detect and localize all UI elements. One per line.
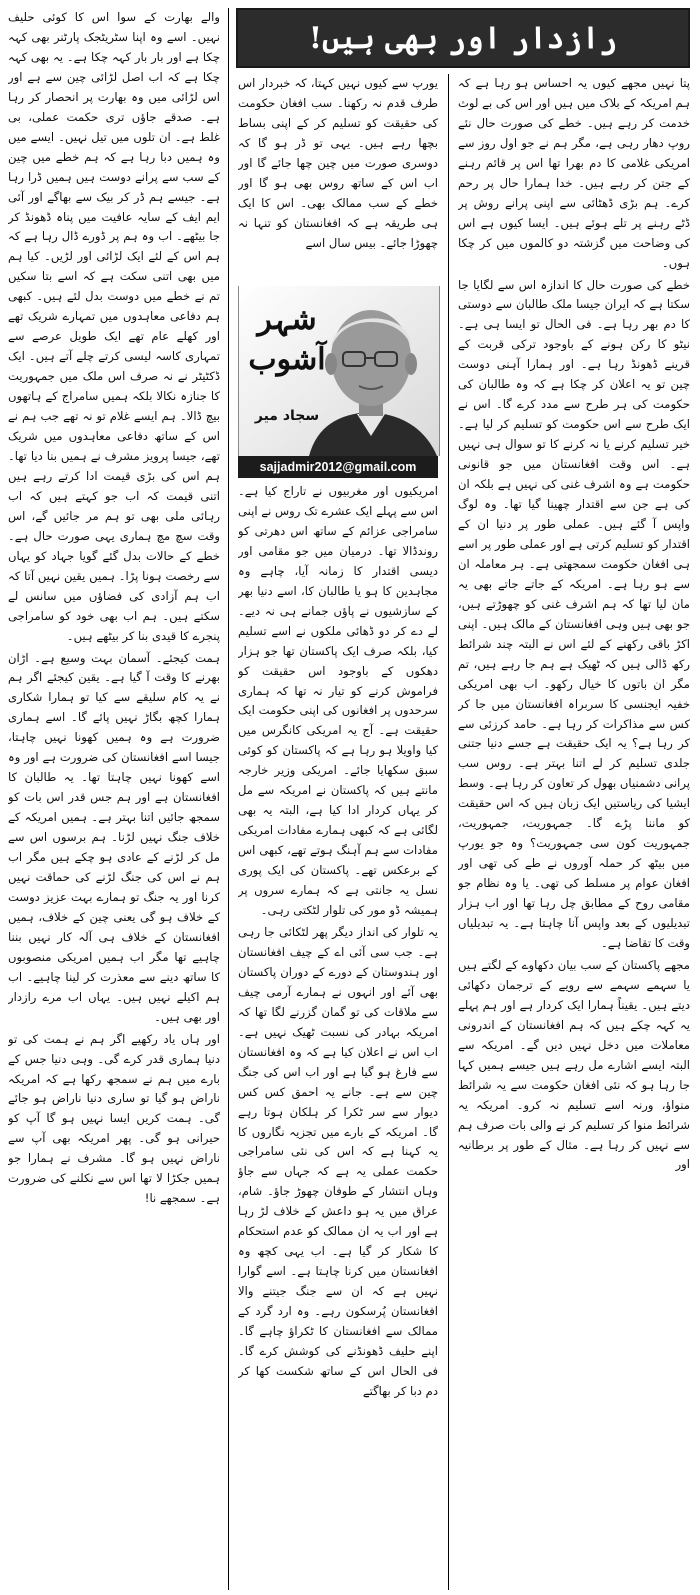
paragraph: ہمت کیجئے۔ آسمان بہت وسیع ہے۔ اڑان بھرنے کا وقت آ گیا ہے۔ یقین کیجئے اگر ہم نے یہ کام سلیقے سے کیا تو ہمارا شکاری ہمارا کچھ بگاڑ نہیں پائے گا۔ اسے ہماری ضرورت ہے وہ ہمیں کھونا نہیں چاہتا، جیسا اسے افغانستان کی ضرورت ہے اور وہ اسے کھونا نہیں چاہتا تھا۔ یہ طالبان کا افغانستان ہے اور ہم جس قدر اس بات کو سمجھ جائیں اتنا بہتر ہے۔ ہمیں امریکہ کے خلاف جنگ نہیں لڑنا۔ ہم برسوں اس سے مل کر لڑنے کے عادی ہو چکے ہیں مگر اب ہم نے اس کی جنگ لڑنے کی حماقت نہیں کرنا اور یہ جنگ تو ہمارے بہت عزیز دوست کے خلاف ہو گی یعنی چین کے خلاف، ہمیں افغانستان کے خلاف ہی آلہ کار نہیں بننا چاہیے تھا مگر اب ہمیں امریکی منصوبوں کا ساتھ دینے سے معذرت کر لینا چاہیے۔ اب ہم اکیلے نہیں ہیں۔ یہاں اب مرے رازدار اور بھی ہیں۔ xyxy=(8,650,220,1024)
column-name-logo: شہر آشوب xyxy=(248,302,326,377)
paragraph: یورپ سے کیوں نہیں کہتا، کہ خبردار اس طرف قدم نہ رکھنا۔ سب افغان حکومت کی حقیقت کو تسلیم کر کے اپنی بساط بچھا رہے ہیں۔ یہی تو ڈر ہو گا کہ دوسری صورت میں چین چھا جائے گا اور اب اس کے ساتھ روس بھی ہو گا اور خطے کے سب ممالک بھی۔ اس کا ایک ہی طریقہ ہے کہ افغانستان کو تنہا نہ چھوڑا جائے۔ بیس سال اسے xyxy=(238,76,438,250)
column-middle-bottom xyxy=(238,482,438,1590)
author-name: سجاد میر xyxy=(254,408,320,424)
column-divider xyxy=(228,8,229,1590)
author-email: sajjadmir2012@gmail.com xyxy=(238,456,438,478)
paragraph: خطے کی صورت حال کا اندازہ اس سے لگایا جا سکتا ہے کہ ایران جیسا ملک طالبان سے دوستی کا دم بھر رہا ہے۔ فی الحال تو ایسا ہی ہے۔ نیٹو کا رکن ہونے کے باوجود ترکی قربت کے قرینے ڈھونڈ رہا ہے۔ اور ہمارا آہنی دوست چین تو یہ اعلان کر چکا ہے کہ وہ طالبان کی حکومت کی ہر طرح سے مدد کرے گا۔ اس نے ایک طرح سے اس حکومت کو تسلیم کر لیا ہے۔ خیر تسلیم کرنے یا نہ کرنے کا تو سوال ہی نہیں ہے۔ اس وقت افغانستان میں جو قانونی حکومت ہے وہ اشرف غنی کی نہیں ہے بلکہ ان کی ہے جن سے اقتدار چھینا گیا تھا۔ وہ لوگ واپس آ گئے ہیں۔ عملی طور پر دنیا ان کے اقتدار کو تسلیم کرتی ہے اور عملی طور پر اسے ہی افغان حکومت سمجھتی ہے۔ ہر معاملہ ان سے ہو رہا ہے۔ امریکہ کے جاتے جاتے بھی یہ مان لیا تھا کہ ہم اشرف غنی کو چھوڑتے ہیں، جو بھی ہیں وہی افغانستان کے مالک ہیں۔ اپنی اکڑ باقی رکھنے کے لئے اس نے البتہ چند شرائط رکھ ڈالی ہیں کہ ٹھیک ہے ہم جا رہے ہیں، تم مگر ان باتوں کا خیال رکھو۔ اب بھی امریکی خفیہ ایجنسی کا سربراہ افغانستان میں جا کر کس سے مذاکرات کر رہا ہے۔ حامد کرزئی سے کر رہا ہے؟ یہ ایک حقیقت ہے جسے دنیا جتنی جلدی تسلیم کر لے اتنا بہتر ہے۔ روس سب پرانی دشمنیاں بھول کر تعاون کر رہا ہے۔ وسط ایشیا کی ریاستیں ایک زبان ہیں کہ اس حقیقت کو ماننا پڑے گا۔ جمہوریت، جمہوریت، جمہوریت کون سی جمہوریت؟ وہ جو یورپ میں بیٹھ کر حملہ آوروں نے طے کی تھی اور افغان عوام پر مسلط کی تھی۔ یا وہ نظام جو مقامی روح کے مطابق چل رہا تھا اور اب ہزار تبدیلیوں کے بعد واپس آنا چاہتا ہے۔ یہ تبدیلیاں وقت کا تقاضا ہے۔ xyxy=(458,277,690,950)
paragraph: یہ تلوار کی انداز دیگر پھر لٹکائی جا رہی ہے۔ جب سی آئی اے کے چیف افغانستان اور ہندوستان کے دورے کے دوران پاکستان بھی آئے اور انہوں نے ہمارے آرمی چیف سے ملاقات کی تو گمان گزرنے لگا تھا کہ امریکہ بہادر کی نسبت ٹھیک نہیں ہے۔ اب اس نے اعلان کیا ہے کہ وہ افغانستان سے فارغ ہو گیا ہے اور اب اس کی جنگ چین سے ہے۔ جانے یہ احمق کس کس دیوار سے سر ٹکرا کر ہلکان ہوتا رہے گا۔ امریکہ کے بارے میں تجزیہ نگاروں کا یہ کہنا ہے کہ اس کی نئی سامراجی حکمت عملی یہ ہے کہ جہاں سے جاؤ وہاں انتشار کے طوفان چھوڑ جاؤ۔ شام، عراق میں یہ ہو داعش کے خلاف لڑ رہا ہے اور اب یہ ان ممالک کو عدم استحکام کا شکار کر گیا ہے۔ اب یہی کچھ وہ افغانستان میں کرنا چاہتا ہے۔ اسے گوارا نہیں ہے کہ ان سے جنگ جیتنے والا افغانستان پُرسکون رہے۔ وہ ارد گرد کے ممالک سے افغانستان کا ٹکراؤ چاہے گا۔ اپنے حلیف ڈھونڈنے کی کوشش کرے گا۔ فی الحال اس کے ساتھ شکست کھا کر دم دبا کر بھاگتے xyxy=(238,924,438,1398)
column-divider xyxy=(448,74,449,1590)
article-title: رازدار اور بھی ہیں! xyxy=(236,8,690,68)
column-middle-top xyxy=(238,74,438,280)
paragraph: پتا نہیں مجھے کیوں یہ احساس ہو رہا ہے کہ ہم امریکہ کے بلاک میں ہیں اور اس کی بے لوث خدمت کر رہے ہیں۔ خطے کی صورت حال نئے روپ دھار رہی ہے، مگر ہم نے جو اول روز سے امریکی غلامی کا دم بھرا تھا اس پر قائم رہنے کے جتن کر رہے ہیں۔ خدا ہمارا حال پر رحم کرے۔ ہم بڑی ڈھٹائی سے اپنی پرانے روش پر ڈٹے رہنے پر تلے ہوئے ہیں۔ ایسا کیوں ہے اس کی وضاحت میں گزشتہ دو کالموں میں کر چکا ہوں۔ xyxy=(458,76,690,270)
column-left xyxy=(8,8,220,1590)
author-byline-box xyxy=(238,286,440,456)
paragraph: والے بھارت کے سوا اس کا کوئی حلیف نہیں۔ اسے وہ اپنا سٹریٹجک پارٹنر بھی کہہ چکا ہے اور بار بار کہہ چکا ہے۔ یہ بھی کہہ چکا ہے کہ اب اصل لڑائی چین سے ہے اور اس لڑائی میں وہ بھارت پر انحصار کر رہا ہے۔ صدقے جاؤں تری حکمت عملی، بی غلط ہے۔ ان تلوں میں تیل نہیں۔ ایسے میں وہ ہمیں دبا رہا ہے کہ ہم خطے میں چین کے سب سے پرانے دوست ہیں ہمیں ڈرا رہا ہے۔ جیسے ہم ڈر کر بیک سے بھاگے اور آئی ایم ایف کے سایہ عافیت میں پناہ ڈھونڈ کر جا بیٹھے۔ اب وہ ہم پر ڈورے ڈال رہا ہے کہ ہم اس کے لئے ایک لڑائی اور لڑیں۔ کیا ہم میں بھی اتنی سکت ہے کہ اسے بتا سکیں تم نے خطے میں دوست بدل لئے ہیں۔ کبھی ہم دفاعی معاہدوں میں تمہارے شریک تھے اور کھلے عام تھے ایک طویل عرصے سے تمہاری کاسہ لیسی کرتے چلے آتے ہیں۔ ایک ڈکٹیٹر نے نہ صرف اس ملک میں جمہوریت کا جنازہ نکالا بلکہ ہمیں سامراج کے ہاتھوں بیچ ڈالا۔ ہم ایسے غلام تو نہ تھے جب ہم نے اس کے ساتھ دفاعی معاہدوں میں شریک تھے، جیسا پرویز مشرف نے ہمیں بنا دیا تھا۔ ہم اس کی بڑی قیمت ادا کرتے رہے ہیں اتنی قیمت کہ اب جو کہتے ہیں کہ اب رہائی ملی بھی تو ہم مر جائیں گے، اس وقت سچ مچ ہماری یہی صورت حال ہے۔ خطے کے حالات بدل گئے گویا جہاد کو یہاں سے رخصت ہونا پڑا۔ ہمیں یقین نہیں آتا کہ اب ہم آزادی کی فضاؤں میں سانس لے سکتے ہیں۔ ہم اب بھی خود کو سامراجی پنجرے کا قیدی بنا کر بیٹھے ہیں۔ xyxy=(8,10,220,643)
column-right xyxy=(458,74,690,1590)
paragraph: امریکیوں اور مغربیوں نے تاراج کیا ہے۔ اس سے پہلے ایک عشرے تک روس نے اپنی سامراجی عزائم کے ساتھ اس دھرتی کو روندڈالا تھا۔ درمیان میں جو مقامی اور دیسی اقتدار کا زمانہ آیا، چاہے وہ مجاہدین کا ہو یا طالبان کا، اسے دنیا بھر کے سازشیوں نے پاؤں جمانے ہی نہ دیے۔ لے دے کر دو ڈھائی ملکوں نے اسے تسلیم کیا، بلکہ صرف ایک پاکستان تھا جو ہزار دھکوں کے باوجود اس حقیقت کو فراموش کرنے کو تیار نہ تھا کہ ہماری سرحدوں پر افغانوں کی اپنی حکومت ایک حقیقت ہے۔ آج یہ امریکی کانگرس میں کیا واویلا ہو رہا ہے کہ پاکستان کو کوئی سبق سکھایا جائے۔ امریکی وزیر خارجہ مانتے ہیں کہ پاکستان نے امریکہ سے مل کر یہاں کردار ادا کیا ہے، البتہ یہ بھی لگائی ہے کہ کبھی ہمارے مفادات امریکی مفادات سے ہم آہنگ ہوتے تھے، کبھی اس کے برعکس تھے۔ پاکستان کی ایک پوری نسل یہ جانتی ہے کہ ہمارے سروں پر ہمیشہ ڈو مور کی تلوار لٹکتی رہی۔ xyxy=(238,484,438,918)
paragraph: اور ہاں یاد رکھیے اگر ہم نے ہمت کی تو دنیا ہماری قدر کرے گی۔ وہی دنیا جس کے بارے میں ہم نے سمجھ رکھا ہے کہ امریکہ ناراض ہو گیا تو ساری دنیا ناراض ہو جائے گی۔ ہمت کریں ایسا نہیں ہو گا آپ کو حیرانی ہو گی۔ پھر امریکہ بھی آپ سے ناراض نہیں ہو گا۔ مشرف نے ہمارا جو ہمیں جکڑا لا تھا اس سے نکلنے کی ضرورت ہے۔ سمجھے نا! xyxy=(8,1031,220,1206)
paragraph: مجھے پاکستان کے سب بیان دکھاوے کے لگتے ہیں یا سہمے سہمے سے رویے کے ترجمان دکھائی دیتے ہیں۔ یقیناً ہمارا ایک کردار ہے اور ہم پہلے یہ کہہ چکے ہیں کہ ہم افغانستان کے اندرونی معاملات میں دخل نہیں دیں گے۔ امریکہ سے البتہ ایسے اشارے مل رہے ہیں جیسے ہمیں کہا جا رہا ہو کہ نئی افغان حکومت سے یہ شرائط منواؤ، ورنہ اسے تسلیم نہ کرو۔ امریکہ یہ شرائط منوا کر تسلیم کر نے والی بات صرف ہم سے نہیں کر رہا ہے۔ مثال کے طور پر برطانیہ اور xyxy=(458,957,690,1172)
